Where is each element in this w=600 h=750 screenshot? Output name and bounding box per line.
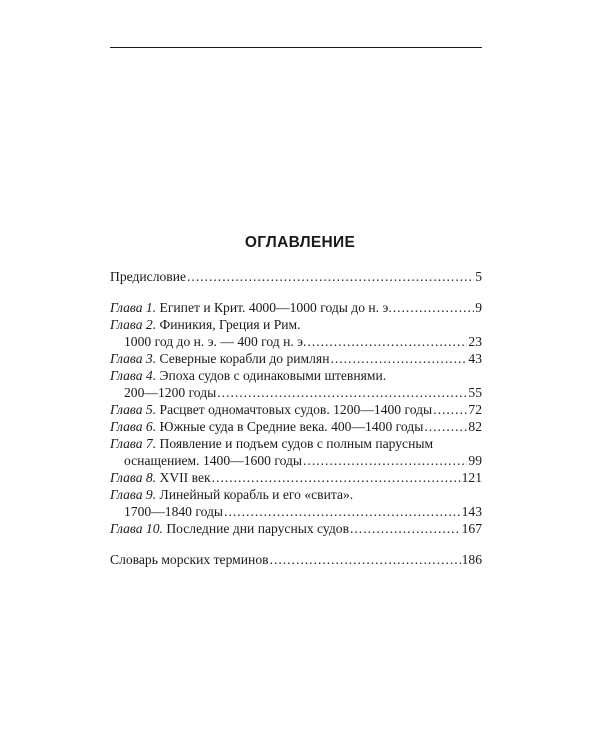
entry-text: Южные суда в Средние века. 400—1400 годы <box>159 419 424 434</box>
dot-leader <box>424 418 467 435</box>
toc-entry-chapter-9-cont <box>110 503 482 520</box>
entry-text: Египет и Крит. 4000—1000 годы до н. э. <box>159 300 392 315</box>
entry-text: Словарь морских терминов <box>110 552 269 567</box>
dot-leader <box>217 384 467 401</box>
toc-entry-chapter-4 <box>110 367 482 384</box>
dot-leader <box>433 401 467 418</box>
chapter-label: Глава 4. <box>110 368 157 383</box>
chapter-label: Глава 7. <box>110 436 157 451</box>
dot-leader <box>212 469 461 486</box>
chapter-label: Глава 8. <box>110 470 157 485</box>
entry-text: 200—1200 годы <box>124 385 217 400</box>
page-number: 5 <box>475 269 482 284</box>
toc-entry-preface <box>110 268 482 285</box>
chapter-label: Глава 2. <box>110 317 157 332</box>
entry-text: Появление и подъем судов с полным парусным <box>159 436 434 451</box>
entry-text: XVII век <box>159 470 211 485</box>
entry-text: Предисловие <box>110 269 187 284</box>
chapter-label: Глава 9. <box>110 487 157 502</box>
entry-text: оснащением. 1400—1600 годы <box>124 453 303 468</box>
entry-text: Расцвет одномачтовых судов. 1200—1400 годы <box>159 402 433 417</box>
page-number: 55 <box>468 385 482 400</box>
dot-leader <box>224 503 461 520</box>
dot-leader <box>307 333 467 350</box>
toc-entry-chapter-2 <box>110 316 482 333</box>
entry-text: Эпоха судов с одинаковыми штевнями. <box>159 368 387 383</box>
toc-entry-chapter-7-cont <box>110 452 482 469</box>
chapter-label: Глава 6. <box>110 419 157 434</box>
chapter-label: Глава 3. <box>110 351 157 366</box>
entry-text: Северные корабли до римлян <box>159 351 330 366</box>
chapter-label: Глава 1. <box>110 300 157 315</box>
toc-entry-chapter-7 <box>110 435 482 452</box>
page-number: 43 <box>468 351 482 366</box>
page-number: 72 <box>468 402 482 417</box>
table-of-contents <box>110 268 482 568</box>
toc-entry-chapter-2-cont <box>110 333 482 350</box>
toc-entry-chapter-3 <box>110 350 482 367</box>
toc-entry-chapter-1 <box>110 299 482 316</box>
toc-entry-chapter-6 <box>110 418 482 435</box>
dot-leader <box>330 350 467 367</box>
page-number: 82 <box>468 419 482 434</box>
toc-entry-chapter-9 <box>110 486 482 503</box>
dot-leader <box>187 268 474 285</box>
dot-leader <box>393 299 474 316</box>
toc-title: ОГЛАВЛЕНИЕ <box>244 234 356 251</box>
page-number: 9 <box>475 300 482 315</box>
entry-text: Последние дни парусных судов <box>166 521 349 536</box>
dot-leader <box>270 551 461 568</box>
page-number: 167 <box>461 521 482 536</box>
toc-entry-chapter-4-cont <box>110 384 482 401</box>
entry-text: Финикия, Греция и Рим. <box>159 317 301 332</box>
chapter-label: Глава 10. <box>110 521 163 536</box>
entry-text: 1000 год до н. э. — 400 год н. э. <box>124 334 307 349</box>
toc-entry-chapter-5 <box>110 401 482 418</box>
entry-text: Линейный корабль и его «свита». <box>159 487 354 502</box>
page-number: 121 <box>461 470 482 485</box>
top-rule <box>110 47 482 48</box>
entry-text: 1700—1840 годы <box>124 504 224 519</box>
chapter-label: Глава 5. <box>110 402 157 417</box>
dot-leader <box>350 520 461 537</box>
page-number: 23 <box>468 334 482 349</box>
toc-entry-glossary <box>110 551 482 568</box>
page-number: 186 <box>461 552 482 567</box>
toc-entry-chapter-10 <box>110 520 482 537</box>
page-number: 143 <box>461 504 482 519</box>
toc-entry-chapter-8 <box>110 469 482 486</box>
page-number: 99 <box>468 453 482 468</box>
dot-leader <box>303 452 467 469</box>
